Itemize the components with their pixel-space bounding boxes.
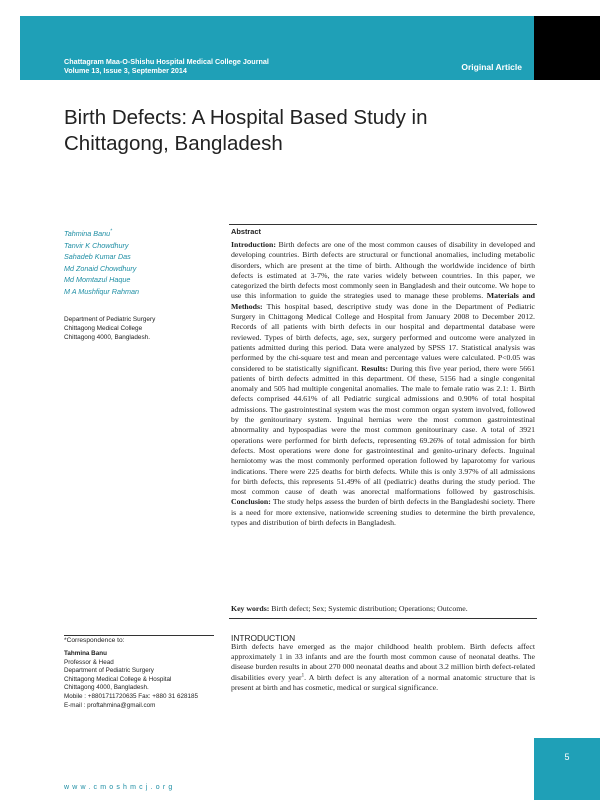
article-title bbox=[64, 105, 544, 157]
correspondence-rule bbox=[64, 635, 214, 636]
abstract-body bbox=[231, 240, 535, 528]
abstract-methods: This hospital based, descriptive study was done in the Department of Pediatric Surgery in Chittagong Medical College and Hospital from January 2008 to December 2012. Records of all patients with birth defects in our hospital and departmental database were reviewed. Types of birth defects, age, sex, surgery performed and outcome were analyzed in patients admitted during this period. Data were analyzed by SPSS 17. Statistical analysis was performed by the chi-square test and mean and percentage values were calculated. P<0.05 was considered to be statistically significant. bbox=[231, 301, 535, 373]
correspondence-line: Chittagong Medical College & Hospital bbox=[64, 675, 172, 683]
author: Md Zonaid Chowdhury bbox=[64, 263, 137, 273]
author-list bbox=[64, 228, 214, 298]
correspondence-name: Tahmina Banu bbox=[64, 650, 107, 657]
title-line-1: Birth Defects: A Hospital Based Study in bbox=[64, 106, 428, 129]
keywords-text: Birth defect; Sex; Systemic distribution; Operations; Outcome. bbox=[269, 604, 468, 613]
abstract-results: During this five year period, there were 5661 patients of birth defects admitted in this department. Of these, 5156 had a single congenital anomaly and 505 had multiple congenital anomalies. The male to female ratio was 2.1: 1. Birth defects comprised 44.61% of all Pediatric surgical admissions and 0.90% of total hospital admissions. The gastrointestinal system was the most common organ system involved, followed by the genitourinary system. Inguinal hernias were the most common gastrointestinal abnormality and hypospadias were the most common genitourinary case. A total of 3921 operations were performed for birth defects, representing 69.26% of total admission for birth defects. Most operations were done for gastrointestinal and genito-urinary defects. Inguinal herniotomy was the most commonly performed operation followed by laparotomy for various indications. There were 225 deaths for birth defects. While this is only 3.97% of all admissions for birth defects, this represents 51.49% of all (pediatric) deaths during the study period. The most common cause of death was anorectal malformations followed by gastroschisis. bbox=[231, 363, 535, 497]
correspondence-email: E-mail : proftahmina@gmail.com bbox=[64, 701, 156, 709]
keywords-bottom-rule bbox=[229, 618, 537, 619]
abstract-intro: Birth defects are one of the most common causes of disability in developed and developing countries. Birth defects are structural or functional anomalies, including metabolic disorders, which are present at the time of birth. Although the worldwide incidence of birth defects is estimated at 3-7%, the rate varies widely between countries. In this paper, we categorized the birth defects most commonly seen in Bangladesh and their outcome. We hope to use this information to guide the strategies used to manage these problems. bbox=[231, 240, 535, 301]
correspondence-line: Professor & Head bbox=[64, 658, 114, 666]
corresponding-mark: * bbox=[110, 228, 113, 235]
page-number-box bbox=[534, 738, 600, 800]
keywords-label: Key words: bbox=[231, 604, 270, 613]
reference-mark: 1 bbox=[301, 673, 305, 679]
affiliation-line: Department of Pediatric Surgery bbox=[64, 316, 156, 323]
keywords bbox=[231, 604, 535, 614]
intro-paragraph-part: Birth defects have emerged as the major childhood health problem. Birth defects affect approximately 1 in 33 infants and are the fourth most common cause of neonatal deaths. The disease burden results in about 270 000 neonatal deaths and about 3.2 million birth defect-related disabilities every year bbox=[231, 642, 535, 682]
affiliation-line: Chittagong 4000, Bangladesh. bbox=[64, 334, 150, 341]
affiliation-line: Chittagong Medical College bbox=[64, 325, 143, 332]
intro-label: Introduction: bbox=[231, 240, 276, 249]
author: Sahadeb Kumar Das bbox=[64, 252, 131, 262]
author: M A Mushfiqur Rahman bbox=[64, 286, 139, 296]
author: Md Momtazul Haque bbox=[64, 275, 131, 285]
journal-website-link[interactable]: www.cmoshmcj.org bbox=[64, 784, 176, 791]
author bbox=[64, 228, 214, 240]
correspondence-line: Department of Pediatric Surgery bbox=[64, 667, 154, 675]
correspondence-label: *Correspondence to: bbox=[64, 637, 125, 644]
results-label: Results: bbox=[361, 363, 388, 373]
abstract-conclusion: The study helps assess the burden of birth defects in the Bangladeshi society. There is a need for more extensive, nationwide screening studies to determine the birth prevalence, types and distribution of birth defects in Bangladesh. bbox=[231, 497, 535, 528]
correspondence-block bbox=[64, 650, 224, 710]
intro-paragraph-part: . A birth defect is any alteration of a normal anatomic structure that is present at birth and has cosmetic, medical or surgical significance. bbox=[231, 672, 535, 692]
journal-issue: Volume 13, Issue 3, September 2014 bbox=[64, 66, 187, 75]
header-dark-block bbox=[534, 16, 600, 80]
introduction-body bbox=[231, 642, 535, 693]
journal-name: Chattagram Maa-O-Shishu Hospital Medical College Journal bbox=[64, 57, 269, 66]
author: Tanvir K Chowdhury bbox=[64, 240, 129, 250]
abstract-heading: Abstract bbox=[231, 227, 261, 236]
correspondence-contact: Mobile : +8801711720635 Fax: +880 31 628185 bbox=[64, 692, 198, 700]
introduction-heading: INTRODUCTION bbox=[231, 633, 296, 643]
methods-label: Materials and Methods: bbox=[231, 291, 536, 311]
conclusion-label: Conclusion: bbox=[231, 497, 271, 507]
author-name: Tahmina Banu bbox=[64, 229, 111, 238]
author-affiliation bbox=[64, 315, 214, 342]
title-line-2: Chittagong, Bangladesh bbox=[64, 132, 283, 155]
correspondence-line: Chittagong 4000, Bangladesh. bbox=[64, 684, 149, 692]
abstract-top-rule bbox=[229, 224, 537, 225]
page-number: 5 bbox=[564, 752, 570, 762]
article-type: Original Article bbox=[461, 62, 522, 72]
